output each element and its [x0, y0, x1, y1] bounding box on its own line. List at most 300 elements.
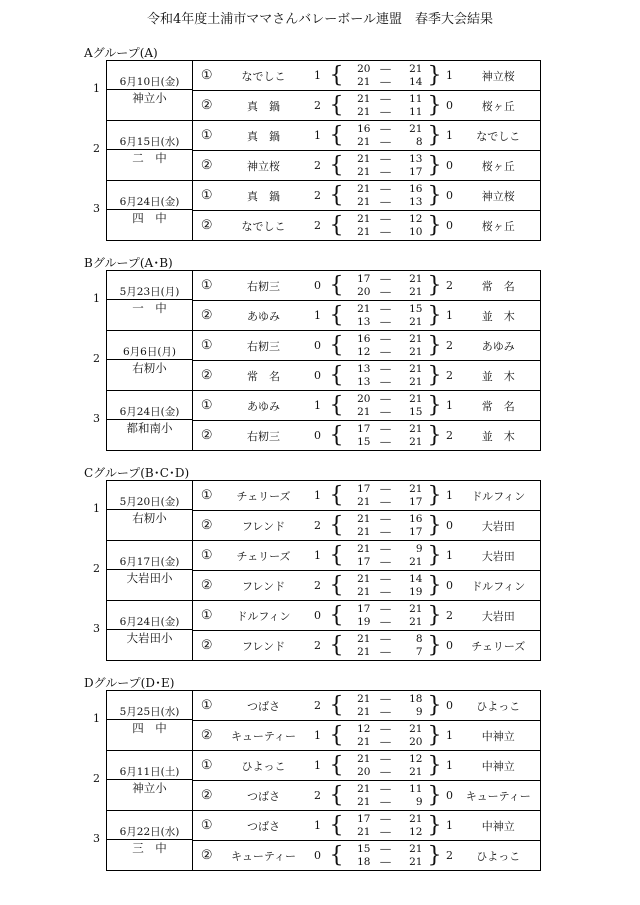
group-title: Dグループ(D･E) [84, 676, 175, 690]
match-number: ① [193, 331, 221, 361]
open-brace: { [329, 91, 345, 121]
set-score-line [345, 766, 427, 779]
match-row [107, 691, 541, 721]
set-score-team-2: 21 [409, 722, 423, 735]
set-score-team-1: 21 [357, 782, 371, 795]
date-venue-cell [107, 61, 193, 121]
set-separator: ― [380, 135, 391, 148]
set-score-line [345, 633, 427, 646]
team-2-sets-won: 2 [443, 841, 457, 871]
match-number: ① [193, 181, 221, 211]
set-score-team-1: 17 [357, 812, 371, 825]
set-score-team-1: 17 [357, 482, 371, 495]
set-score-team-2: 8 [415, 135, 423, 148]
open-brace: { [329, 151, 345, 181]
set-separator: ― [380, 782, 391, 795]
set-scores [345, 781, 427, 811]
set-score-team-2: 21 [409, 602, 423, 615]
set-score-team-1: 13 [357, 362, 371, 375]
round-number: 1 [93, 292, 100, 305]
set-score-team-2: 17 [409, 525, 423, 538]
set-scores [345, 121, 427, 151]
set-score-line [345, 603, 427, 616]
team-2: ひよっこ [457, 691, 541, 721]
set-score-team-1: 21 [357, 692, 371, 705]
set-score-line [345, 376, 427, 389]
team-1: チェリーズ [221, 541, 307, 571]
round-number: 2 [93, 562, 100, 575]
set-score-team-1: 18 [357, 855, 371, 868]
set-score-line [345, 796, 427, 809]
set-separator: ― [380, 765, 391, 778]
match-date: 6月17日(金) [107, 556, 192, 570]
set-score-team-2: 21 [409, 812, 423, 825]
set-score-team-1: 17 [357, 272, 371, 285]
match-date: 6月24日(金) [107, 406, 192, 420]
set-score-team-1: 17 [357, 422, 371, 435]
group-title: Bグループ(A･B) [84, 256, 173, 270]
close-brace: } [427, 331, 443, 361]
date-venue-cell [107, 121, 193, 181]
match-number: ② [193, 571, 221, 601]
team-2-sets-won: 2 [443, 331, 457, 361]
set-scores [345, 721, 427, 751]
set-separator: ― [380, 572, 391, 585]
match-venue: 三 中 [132, 840, 167, 855]
set-score-line [345, 76, 427, 89]
set-score-line [345, 213, 427, 226]
set-separator: ― [380, 752, 391, 765]
set-score-line [345, 826, 427, 839]
match-date: 5月23日(月) [107, 286, 192, 300]
set-score-team-2: 9 [415, 705, 423, 718]
set-score-team-2: 9 [415, 542, 423, 555]
team-1-sets-won: 2 [307, 631, 329, 661]
set-score-team-2: 21 [409, 362, 423, 375]
match-number: ① [193, 601, 221, 631]
close-brace: } [427, 421, 443, 451]
set-score-team-1: 17 [357, 602, 371, 615]
open-brace: { [329, 511, 345, 541]
set-score-team-1: 21 [357, 735, 371, 748]
match-number: ① [193, 271, 221, 301]
set-score-line [345, 196, 427, 209]
team-2: 桜ヶ丘 [457, 151, 541, 181]
date-venue-cell [107, 601, 193, 661]
set-score-line [345, 226, 427, 239]
set-score-team-1: 20 [357, 62, 371, 75]
set-score-line [345, 106, 427, 119]
match-row [107, 811, 541, 841]
set-scores [345, 301, 427, 331]
match-number: ② [193, 631, 221, 661]
close-brace: } [427, 61, 443, 91]
set-separator: ― [380, 855, 391, 868]
set-score-team-2: 14 [409, 572, 423, 585]
set-score-team-2: 8 [415, 632, 423, 645]
set-separator: ― [380, 92, 391, 105]
team-1: チェリーズ [221, 481, 307, 511]
team-2-sets-won: 0 [443, 571, 457, 601]
set-scores [345, 841, 427, 871]
set-score-team-1: 20 [357, 765, 371, 778]
close-brace: } [427, 301, 443, 331]
set-score-team-2: 21 [409, 315, 423, 328]
set-scores [345, 691, 427, 721]
set-score-line [345, 183, 427, 196]
close-brace: } [427, 271, 443, 301]
set-score-team-1: 21 [357, 525, 371, 538]
team-1: あゆみ [221, 391, 307, 421]
date-venue-cell [107, 691, 193, 751]
set-score-team-1: 21 [357, 152, 371, 165]
team-1: つばさ [221, 781, 307, 811]
round-number: 3 [93, 412, 100, 425]
set-scores [345, 481, 427, 511]
set-score-team-2: 16 [409, 182, 423, 195]
set-score-line [345, 483, 427, 496]
set-score-team-1: 21 [357, 405, 371, 418]
team-2: ひよっこ [457, 841, 541, 871]
set-score-team-2: 16 [409, 512, 423, 525]
round-number: 2 [93, 352, 100, 365]
set-score-team-1: 21 [357, 135, 371, 148]
match-venue: 都和南小 [126, 420, 173, 435]
set-separator: ― [380, 632, 391, 645]
close-brace: } [427, 601, 443, 631]
set-score-line [345, 423, 427, 436]
team-1-sets-won: 0 [307, 271, 329, 301]
set-score-team-2: 21 [409, 435, 423, 448]
open-brace: { [329, 691, 345, 721]
open-brace: { [329, 481, 345, 511]
team-2: ドルフィン [457, 481, 541, 511]
team-1-sets-won: 0 [307, 601, 329, 631]
team-2: チェリーズ [457, 631, 541, 661]
set-score-team-1: 21 [357, 572, 371, 585]
set-score-team-2: 10 [409, 225, 423, 238]
set-scores [345, 811, 427, 841]
set-score-line [345, 363, 427, 376]
round-number: 2 [93, 772, 100, 785]
set-score-line [345, 273, 427, 286]
team-1: キューティー [221, 721, 307, 751]
set-separator: ― [380, 195, 391, 208]
set-separator: ― [380, 512, 391, 525]
team-1: 神立桜 [221, 151, 307, 181]
set-score-team-2: 12 [409, 825, 423, 838]
team-2-sets-won: 0 [443, 691, 457, 721]
team-2: 並 木 [457, 301, 541, 331]
set-separator: ― [380, 332, 391, 345]
match-number: ② [193, 841, 221, 871]
match-number: ② [193, 721, 221, 751]
set-score-line [345, 393, 427, 406]
set-score-team-2: 11 [409, 782, 423, 795]
close-brace: } [427, 541, 443, 571]
team-1-sets-won: 1 [307, 391, 329, 421]
close-brace: } [427, 781, 443, 811]
group-table [106, 60, 541, 241]
team-2-sets-won: 1 [443, 751, 457, 781]
match-venue: 一 中 [132, 300, 167, 315]
match-venue: 右籾小 [132, 510, 167, 525]
group-table [106, 690, 541, 871]
date-venue-cell [107, 271, 193, 331]
set-separator: ― [380, 392, 391, 405]
match-venue: 神立小 [132, 90, 167, 105]
open-brace: { [329, 721, 345, 751]
open-brace: { [329, 751, 345, 781]
set-score-team-2: 21 [409, 842, 423, 855]
set-score-team-2: 21 [409, 122, 423, 135]
team-2: 大岩田 [457, 541, 541, 571]
match-venue: 大岩田小 [126, 570, 173, 585]
open-brace: { [329, 271, 345, 301]
round-number: 1 [93, 82, 100, 95]
set-score-team-2: 17 [409, 495, 423, 508]
team-1-sets-won: 0 [307, 421, 329, 451]
team-1: なでしこ [221, 61, 307, 91]
set-score-team-2: 21 [409, 375, 423, 388]
match-date: 6月22日(水) [107, 826, 192, 840]
open-brace: { [329, 421, 345, 451]
match-date: 6月24日(金) [107, 196, 192, 210]
set-score-team-1: 15 [357, 435, 371, 448]
team-2: 常 名 [457, 271, 541, 301]
set-separator: ― [380, 152, 391, 165]
team-1: つばさ [221, 691, 307, 721]
set-score-line [345, 63, 427, 76]
set-score-line [345, 706, 427, 719]
set-score-team-1: 16 [357, 332, 371, 345]
set-separator: ― [380, 75, 391, 88]
set-score-team-1: 21 [357, 512, 371, 525]
team-1-sets-won: 2 [307, 781, 329, 811]
team-1: キューティー [221, 841, 307, 871]
set-separator: ― [380, 705, 391, 718]
set-score-team-1: 20 [357, 392, 371, 405]
set-score-team-1: 13 [357, 375, 371, 388]
team-2-sets-won: 2 [443, 601, 457, 631]
match-date: 6月11日(土) [107, 766, 192, 780]
team-2-sets-won: 0 [443, 181, 457, 211]
set-score-line [345, 93, 427, 106]
set-score-team-1: 12 [357, 345, 371, 358]
set-score-team-2: 21 [409, 422, 423, 435]
date-venue-cell [107, 811, 193, 871]
set-separator: ― [380, 692, 391, 705]
team-2: 中神立 [457, 811, 541, 841]
team-1: 真 鍋 [221, 181, 307, 211]
set-scores [345, 211, 427, 241]
open-brace: { [329, 301, 345, 331]
group-title: Cグループ(B･C･D) [84, 466, 190, 480]
team-2: なでしこ [457, 121, 541, 151]
team-2-sets-won: 1 [443, 481, 457, 511]
set-score-team-1: 21 [357, 225, 371, 238]
team-2: 桜ヶ丘 [457, 211, 541, 241]
set-score-line [345, 153, 427, 166]
round-number: 3 [93, 622, 100, 635]
set-score-team-2: 21 [409, 285, 423, 298]
set-score-line [345, 406, 427, 419]
set-score-line [345, 543, 427, 556]
set-scores [345, 181, 427, 211]
team-1-sets-won: 2 [307, 211, 329, 241]
set-score-team-1: 12 [357, 722, 371, 735]
team-2-sets-won: 0 [443, 211, 457, 241]
set-score-team-2: 13 [409, 152, 423, 165]
set-scores [345, 61, 427, 91]
set-scores [345, 271, 427, 301]
close-brace: } [427, 811, 443, 841]
match-venue: 右籾小 [132, 360, 167, 375]
close-brace: } [427, 721, 443, 751]
match-number: ② [193, 361, 221, 391]
set-score-line [345, 496, 427, 509]
set-score-team-2: 15 [409, 405, 423, 418]
team-2-sets-won: 0 [443, 631, 457, 661]
date-venue-cell [107, 481, 193, 541]
set-separator: ― [380, 375, 391, 388]
set-scores [345, 511, 427, 541]
team-2: 常 名 [457, 391, 541, 421]
team-2-sets-won: 2 [443, 271, 457, 301]
open-brace: { [329, 361, 345, 391]
match-number: ② [193, 151, 221, 181]
team-2: 神立桜 [457, 61, 541, 91]
set-score-team-2: 14 [409, 75, 423, 88]
team-1-sets-won: 2 [307, 691, 329, 721]
team-1: ドルフィン [221, 601, 307, 631]
team-1: 右籾三 [221, 331, 307, 361]
open-brace: { [329, 391, 345, 421]
match-number: ② [193, 301, 221, 331]
set-separator: ― [380, 302, 391, 315]
match-row [107, 751, 541, 781]
team-1: 右籾三 [221, 421, 307, 451]
match-number: ② [193, 91, 221, 121]
set-score-team-1: 21 [357, 195, 371, 208]
set-score-team-2: 20 [409, 735, 423, 748]
set-separator: ― [380, 825, 391, 838]
team-2: 大岩田 [457, 511, 541, 541]
set-score-team-2: 11 [409, 92, 423, 105]
set-separator: ― [380, 212, 391, 225]
team-2-sets-won: 1 [443, 391, 457, 421]
set-score-team-1: 21 [357, 645, 371, 658]
open-brace: { [329, 541, 345, 571]
set-score-team-1: 21 [357, 585, 371, 598]
set-scores [345, 361, 427, 391]
team-2: 大岩田 [457, 601, 541, 631]
close-brace: } [427, 181, 443, 211]
team-2-sets-won: 0 [443, 151, 457, 181]
set-separator: ― [380, 812, 391, 825]
set-score-line [345, 166, 427, 179]
match-number: ② [193, 511, 221, 541]
close-brace: } [427, 631, 443, 661]
team-1: つばさ [221, 811, 307, 841]
date-venue-cell [107, 181, 193, 241]
set-separator: ― [380, 482, 391, 495]
close-brace: } [427, 841, 443, 871]
set-score-team-2: 21 [409, 345, 423, 358]
set-separator: ― [380, 615, 391, 628]
team-2: 神立桜 [457, 181, 541, 211]
set-separator: ― [380, 405, 391, 418]
set-scores [345, 601, 427, 631]
date-venue-cell [107, 331, 193, 391]
set-score-team-2: 12 [409, 212, 423, 225]
match-row [107, 541, 541, 571]
set-score-line [345, 616, 427, 629]
team-1: フレンド [221, 511, 307, 541]
team-1-sets-won: 2 [307, 181, 329, 211]
team-2-sets-won: 0 [443, 781, 457, 811]
match-number: ② [193, 781, 221, 811]
match-number: ① [193, 691, 221, 721]
set-score-team-2: 13 [409, 195, 423, 208]
set-score-line [345, 856, 427, 869]
set-separator: ― [380, 362, 391, 375]
set-separator: ― [380, 165, 391, 178]
match-number: ① [193, 121, 221, 151]
group-table [106, 270, 541, 451]
team-2: ドルフィン [457, 571, 541, 601]
set-score-line [345, 736, 427, 749]
team-2-sets-won: 1 [443, 61, 457, 91]
set-score-line [345, 813, 427, 826]
match-row [107, 271, 541, 301]
close-brace: } [427, 211, 443, 241]
set-scores [345, 631, 427, 661]
match-number: ① [193, 391, 221, 421]
set-score-team-2: 18 [409, 692, 423, 705]
match-number: ② [193, 421, 221, 451]
set-score-team-1: 21 [357, 495, 371, 508]
team-1-sets-won: 2 [307, 571, 329, 601]
set-score-line [345, 693, 427, 706]
team-2: 桜ヶ丘 [457, 91, 541, 121]
set-separator: ― [380, 602, 391, 615]
match-number: ① [193, 751, 221, 781]
team-1-sets-won: 1 [307, 541, 329, 571]
set-separator: ― [380, 722, 391, 735]
match-number: ① [193, 541, 221, 571]
set-score-team-1: 21 [357, 105, 371, 118]
set-score-team-1: 21 [357, 182, 371, 195]
set-score-line [345, 526, 427, 539]
team-2-sets-won: 1 [443, 811, 457, 841]
set-score-team-2: 21 [409, 482, 423, 495]
match-venue: 二 中 [132, 150, 167, 165]
set-separator: ― [380, 422, 391, 435]
open-brace: { [329, 331, 345, 361]
close-brace: } [427, 571, 443, 601]
set-score-team-2: 21 [409, 332, 423, 345]
team-1-sets-won: 1 [307, 61, 329, 91]
set-score-team-1: 21 [357, 302, 371, 315]
set-score-line [345, 123, 427, 136]
team-2-sets-won: 0 [443, 91, 457, 121]
set-scores [345, 421, 427, 451]
match-date: 5月20日(金) [107, 496, 192, 510]
match-date: 6月6日(月) [107, 346, 192, 360]
match-date: 6月10日(金) [107, 76, 192, 90]
team-2-sets-won: 1 [443, 721, 457, 751]
